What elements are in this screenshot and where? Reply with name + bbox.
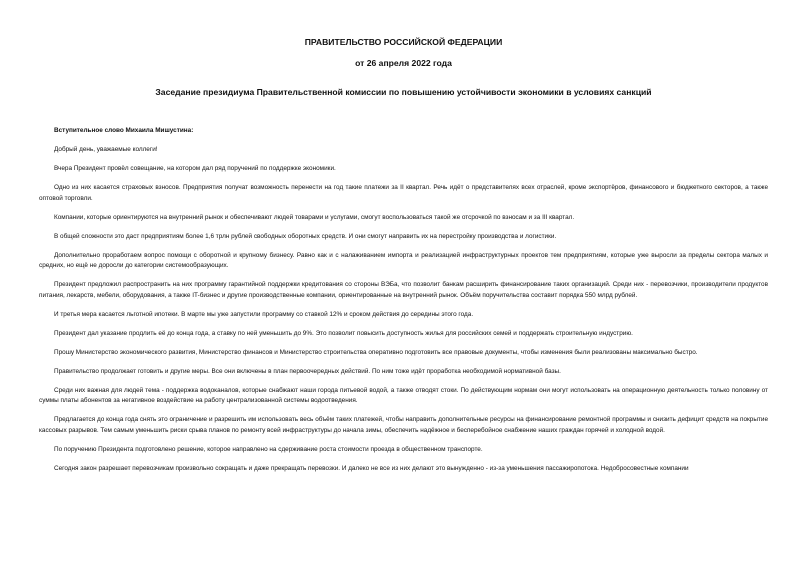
document-header: ПРАВИТЕЛЬСТВО РОССИЙСКОЙ ФЕДЕРАЦИИ: [304, 37, 503, 47]
paragraph: В общей сложности это даст предприятиям более 1,6 трлн рублей свободных оборотных средств. И они смогут направить их на перестройку производства и логистики.: [54, 232, 557, 240]
paragraph: По поручению Президента подготовлено решение, которое направлено на сдерживание роста стоимости проезда в общественном транспорте.: [54, 445, 483, 453]
document-body: [39, 126, 768, 483]
paragraph: Компании, которые ориентируются на внутренний рынок и обеспечивают людей товарами и услугами, смогут воспользоваться такой же отсрочкой по взносам и за III квартал.: [54, 213, 575, 221]
document-title: Заседание президиума Правительственной комиссии по повышению устойчивости экономики в условиях санкций: [155, 87, 652, 97]
speaker-heading: Вступительное слово Михаила Мишустина:: [54, 127, 194, 134]
paragraph: Предлагается до конца года снять это ограничение и разрешить им использовать весь объём таких платежей, чтобы направить дополнительные ресурсы на финансирование ремонтной программы и снизить дефицит средств на покрытие кассовых разрывов. Тем самым уменьшить риски срыва планов по ремонту всей инфраструктуры до начала зимы, обеспечить надёжное и бесперебойное снабжение наших граждан горячей и холодной водой.: [39, 416, 768, 434]
paragraph: Сегодня закон разрешает перевозчикам произвольно сокращать и даже прекращать перевозки. И далеко не все из них делают это вынужденно - из-за уменьшения пассажиропотока. Недобросовестные компании: [54, 464, 689, 472]
paragraph: Дополнительно проработаем вопрос помощи с оборотной и крупному бизнесу. Равно как и с налаживанием импорта и реализацией инфраструктурных проектов тем предприятиям, которые уже выросли за пределы сектора малых и средних, но ещё не доросли до категории системообразующих.: [39, 251, 768, 269]
paragraph: Правительство продолжает готовить и другие меры. Все они включены в план первоочередных действий. По ним тоже идёт проработка необходимой нормативной базы.: [54, 367, 561, 375]
paragraph: Добрый день, уважаемые коллеги!: [54, 146, 158, 153]
paragraph: Прошу Министерство экономического развития, Министерство финансов и Министерство строительства оперативно подготовить все правовые документы, чтобы изменения были реализованы максимально быстро.: [54, 348, 698, 356]
paragraph: И третья мера касается льготной ипотеки. В марте мы уже запустили программу со ставкой 12% и сроком действия до середины этого года.: [54, 310, 474, 318]
paragraph: Среди них важная для людей тема - поддержка водоканалов, которые снабжают наши города питьевой водой, а также отводят стоки. По действующим нормам они могут использовать на операционную деятельность только половину от суммы платы абонентов за негативное воздействие на работу централизованной системы водоотведения.: [39, 386, 768, 404]
paragraph: Одно из них касается страховых взносов. Предприятия получат возможность перенести на год такие платежи за II квартал. Речь идёт о представителях всех отраслей, кроме экспортёров, финансового и бюджетного секторов, а также оптовой торговли.: [39, 184, 768, 202]
paragraph: Президент дал указание продлить её до конца года, а ставку по ней уменьшить до 9%. Это позволит повысить доступность жилья для российских семей и поддержать строительную индустрию.: [54, 329, 633, 337]
document-date: от 26 апреля 2022 года: [355, 58, 452, 68]
paragraph: Президент предложил распространить на них программу гарантийной поддержки кредитования со стороны ВЭБа, что позволит банкам расширить финансирование таких организаций. Среди них - перевозчики, производители продуктов питания, лекарств, мебели, оборудования, а также IT-бизнес и другие производственные компании, ориентированные на внутренний рынок. Объём поручительства составит порядка 550 млрд рублей.: [39, 281, 768, 299]
paragraph: Вчера Президент провёл совещание, на котором дал ряд поручений по поддержке экономики.: [54, 165, 336, 172]
